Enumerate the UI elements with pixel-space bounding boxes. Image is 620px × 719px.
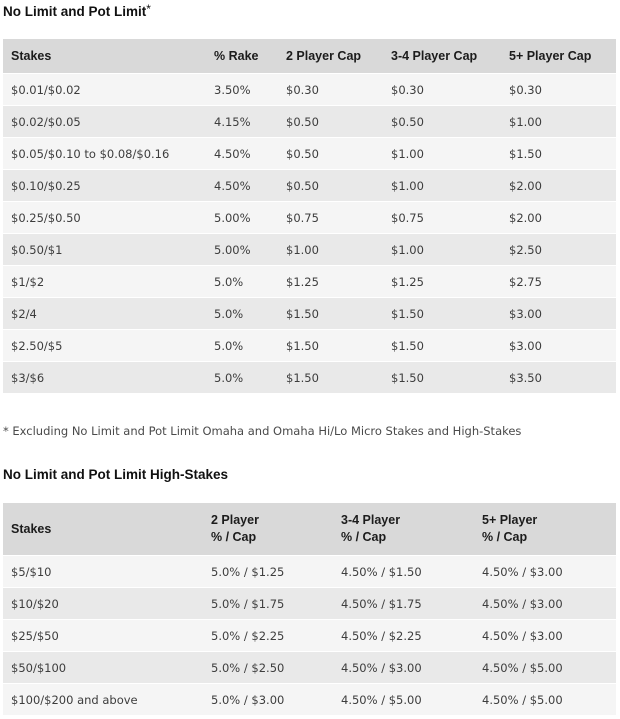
- table-cell: $1.00: [383, 170, 501, 202]
- table-cell: $1.50: [501, 138, 616, 170]
- table-cell: $0.75: [383, 202, 501, 234]
- footnote-marker: *: [146, 2, 151, 16]
- table-cell: $2.00: [501, 170, 616, 202]
- table-cell: 4.50% / $1.75: [333, 588, 474, 620]
- table-cell: $1.50: [383, 298, 501, 330]
- header-2-player-cap: 2 Player Cap: [278, 39, 383, 74]
- table-cell: $0.02/$0.05: [3, 106, 206, 138]
- table-cell: $2.50: [501, 234, 616, 266]
- table-row: [3, 138, 616, 170]
- table-cell: 4.15%: [206, 106, 278, 138]
- table-cell: $2.00: [501, 202, 616, 234]
- header-subline: % / Cap: [211, 530, 257, 544]
- header-3-4-player: [333, 503, 474, 556]
- table-cell: 5.0%: [206, 298, 278, 330]
- table-row: [3, 588, 616, 620]
- table-cell: $5/$10: [3, 556, 203, 588]
- table-cell: 4.50%: [206, 170, 278, 202]
- table-cell: 5.0% / $2.25: [203, 620, 333, 652]
- table-row: [3, 202, 616, 234]
- header-5-player-cap: 5+ Player Cap: [501, 39, 616, 74]
- table-cell: 4.50%: [206, 138, 278, 170]
- table-row: [3, 74, 616, 106]
- table-row: [3, 556, 616, 588]
- table-cell: 5.0% / $1.25: [203, 556, 333, 588]
- table-header-row: [3, 503, 616, 556]
- table-cell: 5.0% / $2.50: [203, 652, 333, 684]
- table-cell: $0.50/$1: [3, 234, 206, 266]
- table-cell: 4.50% / $1.50: [333, 556, 474, 588]
- rake-table-high-stakes: [3, 503, 616, 715]
- header-stakes: Stakes: [3, 39, 206, 74]
- header-2-player: [203, 503, 333, 556]
- table-cell: $50/$100: [3, 652, 203, 684]
- header-line: 5+ Player: [482, 513, 538, 527]
- header-line: 2 Player: [211, 513, 259, 527]
- header-subline: % / Cap: [341, 530, 387, 544]
- table-cell: $0.50: [278, 138, 383, 170]
- table-cell: 5.00%: [206, 234, 278, 266]
- table-cell: $1.50: [278, 330, 383, 362]
- header-5-player: [474, 503, 616, 556]
- section-title-text: No Limit and Pot Limit: [3, 4, 147, 19]
- table-row: [3, 266, 616, 298]
- header-line: Stakes: [11, 521, 52, 536]
- table-cell: $0.01/$0.02: [3, 74, 206, 106]
- footnote: * Excluding No Limit and Pot Limit Omaha and Omaha Hi/Lo Micro Stakes and High-Stakes: [3, 424, 522, 438]
- table-cell: $1.00: [383, 138, 501, 170]
- header-line: 3-4 Player: [341, 513, 401, 527]
- table-cell: 4.50% / $3.00: [474, 588, 616, 620]
- table-cell: $10/$20: [3, 588, 203, 620]
- table-cell: $1.00: [383, 234, 501, 266]
- table-cell: 4.50% / $3.00: [474, 620, 616, 652]
- table-cell: $1.25: [383, 266, 501, 298]
- table-row: [3, 170, 616, 202]
- header-stakes: [3, 503, 203, 556]
- table-cell: $2.75: [501, 266, 616, 298]
- table-cell: $3/$6: [3, 362, 206, 394]
- table-cell: $2/4: [3, 298, 206, 330]
- table-row: [3, 234, 616, 266]
- table-cell: $3.00: [501, 330, 616, 362]
- table-cell: $1.50: [278, 362, 383, 394]
- section-title-no-limit-pot-limit: [3, 4, 151, 19]
- table-cell: $3.00: [501, 298, 616, 330]
- table-cell: $1/$2: [3, 266, 206, 298]
- table-cell: $0.50: [383, 106, 501, 138]
- table-cell: $0.30: [278, 74, 383, 106]
- table-cell: $0.05/$0.10 to $0.08/$0.16: [3, 138, 206, 170]
- table-cell: $0.10/$0.25: [3, 170, 206, 202]
- table-cell: $0.50: [278, 170, 383, 202]
- header-3-4-player-cap: 3-4 Player Cap: [383, 39, 501, 74]
- table-cell: 5.0%: [206, 266, 278, 298]
- table-row: [3, 652, 616, 684]
- table-row: [3, 684, 616, 716]
- rake-table-standard: [3, 39, 616, 393]
- table-cell: 5.0%: [206, 330, 278, 362]
- table-cell: $1.00: [278, 234, 383, 266]
- table-row: [3, 362, 616, 394]
- table-cell: 4.50% / $5.00: [474, 652, 616, 684]
- table-cell: $0.25/$0.50: [3, 202, 206, 234]
- table-cell: $1.50: [278, 298, 383, 330]
- table-cell: 3.50%: [206, 74, 278, 106]
- table-cell: $0.30: [501, 74, 616, 106]
- table-cell: $1.00: [501, 106, 616, 138]
- table-header-row: [3, 39, 616, 74]
- table-cell: 4.50% / $2.25: [333, 620, 474, 652]
- table-cell: $25/$50: [3, 620, 203, 652]
- header-subline: % / Cap: [482, 530, 528, 544]
- table-cell: $1.25: [278, 266, 383, 298]
- table-row: [3, 106, 616, 138]
- table-row: [3, 620, 616, 652]
- section-title-high-stakes: No Limit and Pot Limit High-Stakes: [3, 467, 229, 482]
- table-cell: $0.50: [278, 106, 383, 138]
- table-cell: $1.50: [383, 362, 501, 394]
- table-cell: $100/$200 and above: [3, 684, 203, 716]
- table-row: [3, 298, 616, 330]
- table-cell: $0.75: [278, 202, 383, 234]
- table-cell: 5.0%: [206, 362, 278, 394]
- table-cell: $1.50: [383, 330, 501, 362]
- table-cell: 5.0% / $3.00: [203, 684, 333, 716]
- table-cell: 4.50% / $3.00: [474, 556, 616, 588]
- table-cell: 4.50% / $3.00: [333, 652, 474, 684]
- table-cell: 4.50% / $5.00: [333, 684, 474, 716]
- table-cell: 5.0% / $1.75: [203, 588, 333, 620]
- table-cell: 4.50% / $5.00: [474, 684, 616, 716]
- table-cell: $3.50: [501, 362, 616, 394]
- table-cell: $2.50/$5: [3, 330, 206, 362]
- table-cell: 5.00%: [206, 202, 278, 234]
- header-rake: % Rake: [206, 39, 278, 74]
- table-row: [3, 330, 616, 362]
- table-cell: $0.30: [383, 74, 501, 106]
